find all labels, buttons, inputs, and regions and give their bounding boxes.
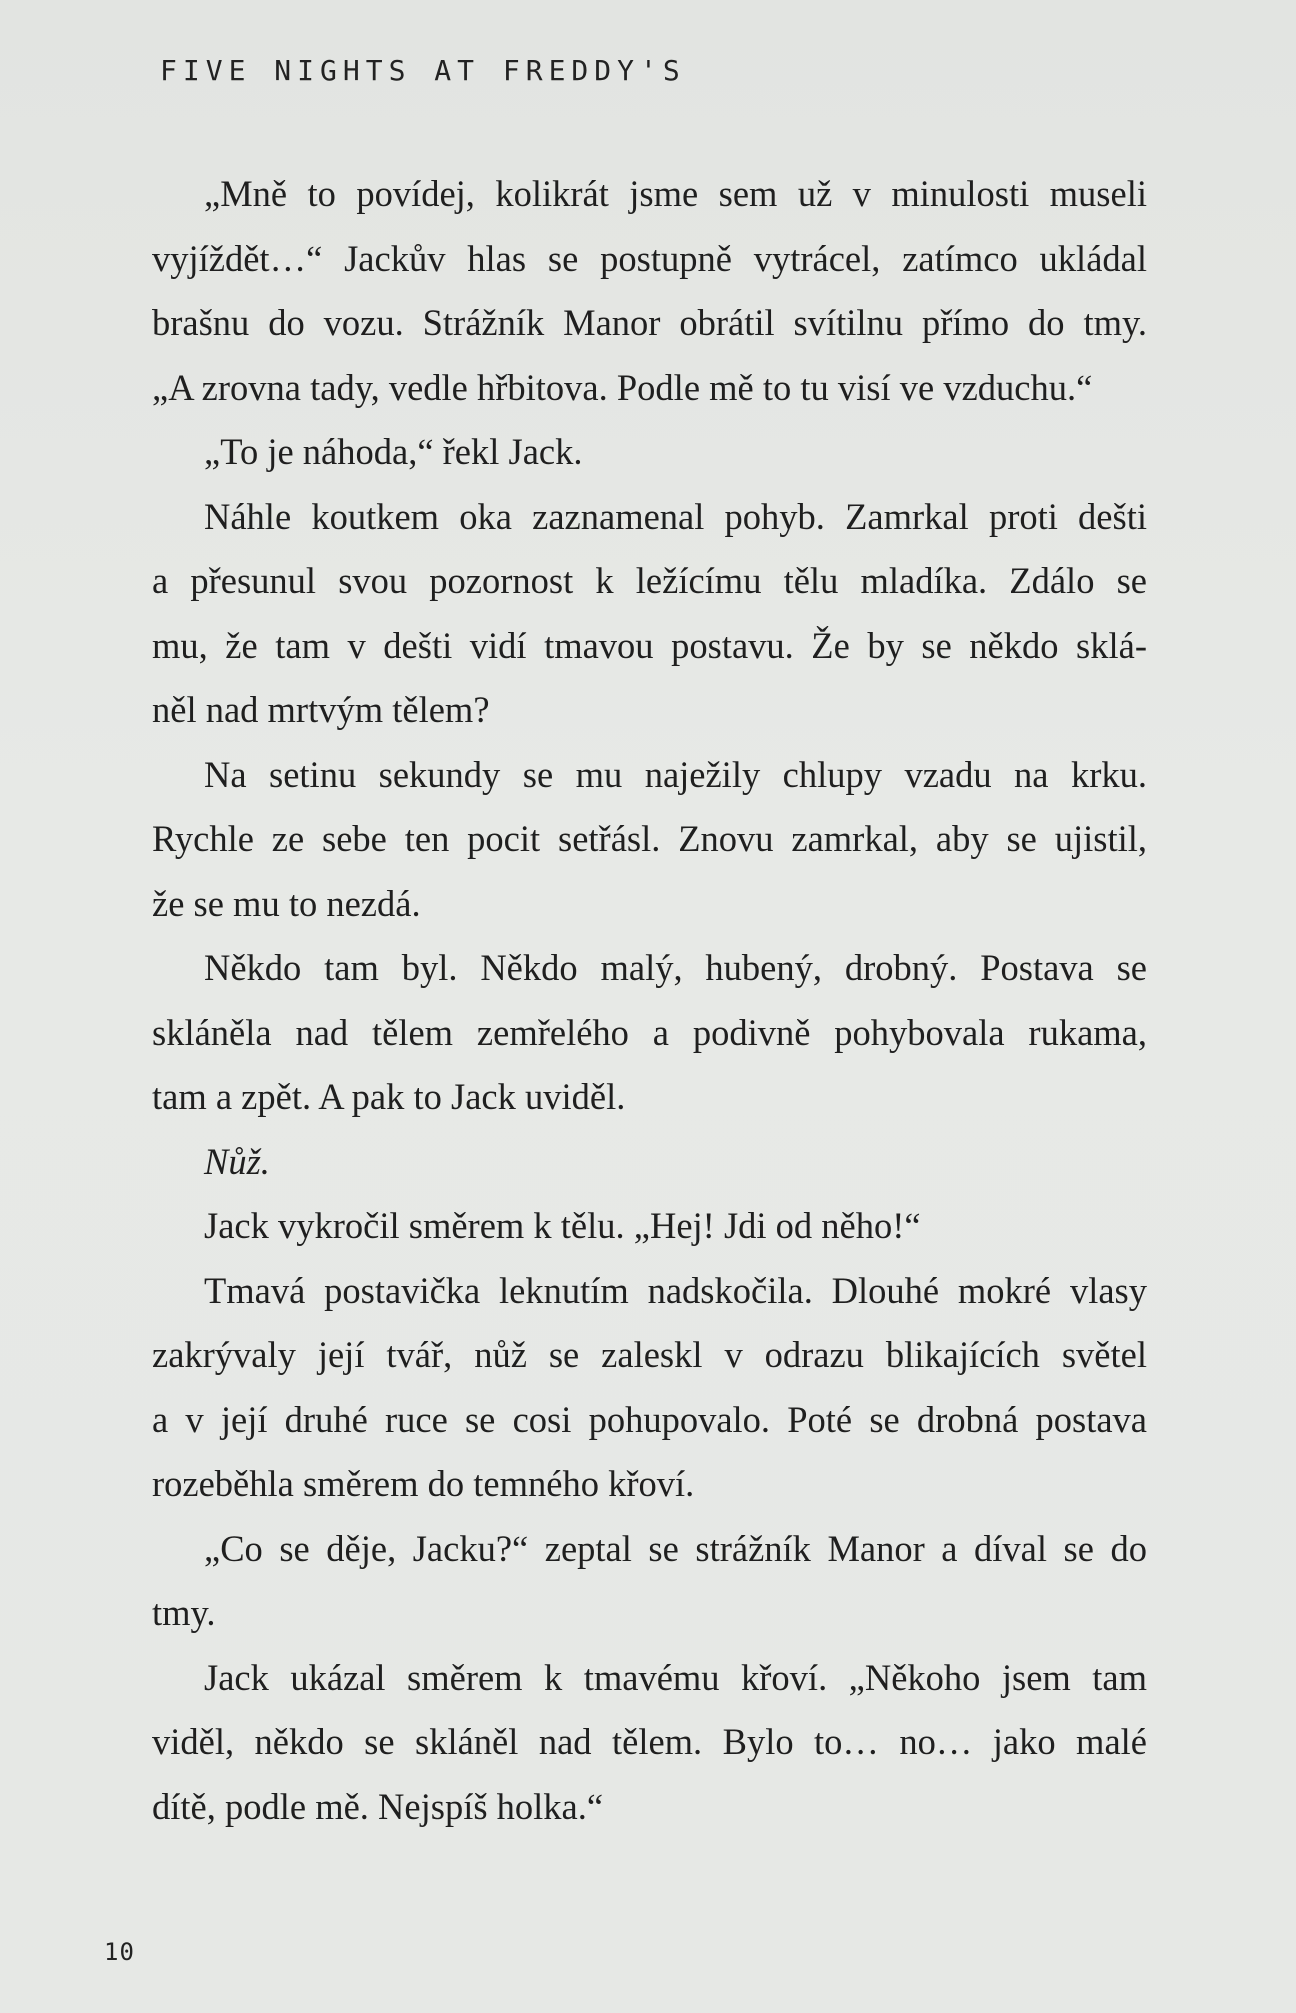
text-line: rozeběhla směrem do temného křoví. <box>152 1463 695 1504</box>
text-line: dítě, podle mě. Nejspíš holka.“ <box>152 1785 604 1827</box>
text-line: Tmavá postavička leknutím nadskočila. Dlouhé mokré vlasy <box>204 1269 1147 1311</box>
text-line: Rychle ze sebe ten pocit setřásl. Znovu zamrkal, aby se ujistil, <box>152 818 1147 859</box>
text-line: Nůž. <box>204 1140 270 1182</box>
text-line: tam a zpět. A pak to Jack uviděl. <box>152 1076 626 1117</box>
body-text <box>152 162 1147 1839</box>
text-line: „A zrovna tady, vedle hřbitova. Podle mě to tu visí ve vzduchu.“ <box>152 366 1093 408</box>
text-line: Jack ukázal směrem k tmavému křoví. „Někoho jsem tam <box>204 1656 1147 1698</box>
text-line: mu, že tam v dešti vidí tmavou postavu. Že by se někdo sklá- <box>152 624 1147 666</box>
text-line: „To je náhoda,“ řekl Jack. <box>204 431 583 472</box>
text-line: a v její druhé ruce se cosi pohupovalo. Poté se drobná postava <box>152 1398 1147 1440</box>
text-line: Někdo tam byl. Někdo malý, hubený, drobný. Postava se <box>204 947 1147 988</box>
text-line: viděl, někdo se skláněl nad tělem. Bylo to… no… jako malé <box>152 1721 1147 1762</box>
text-line: „Co se děje, Jacku?“ zeptal se strážník Manor a díval se do <box>204 1527 1147 1569</box>
running-head: FIVE NIGHTS AT FREDDY'S <box>160 54 686 87</box>
text-line: Náhle koutkem oka zaznamenal pohyb. Zamrkal proti dešti <box>204 495 1147 537</box>
text-line: „Mně to povídej, kolikrát jsme sem už v minulosti museli <box>204 173 1147 214</box>
text-line: vyjíždět…“ Jackův hlas se postupně vytrácel, zatímco ukládal <box>152 237 1147 279</box>
text-line: Jack vykročil směrem k tělu. „Hej! Jdi od něho!“ <box>204 1205 921 1246</box>
text-line: něl nad mrtvým tělem? <box>152 689 490 730</box>
text-line: skláněla nad tělem zemřelého a podivně pohybovala rukama, <box>152 1011 1147 1053</box>
text-line: Na setinu sekundy se mu naježily chlupy vzadu na krku. <box>204 753 1147 795</box>
text-line: zakrývaly její tvář, nůž se zaleskl v odrazu blikajících světel <box>152 1334 1147 1375</box>
page-number: 10 <box>104 1938 135 1966</box>
text-line: brašnu do vozu. Strážník Manor obrátil svítilnu přímo do tmy. <box>152 302 1147 343</box>
text-line: a přesunul svou pozornost k ležícímu tělu mladíka. Zdálo se <box>152 560 1147 601</box>
text-line: tmy. <box>152 1592 216 1633</box>
text-line: že se mu to nezdá. <box>152 882 421 924</box>
